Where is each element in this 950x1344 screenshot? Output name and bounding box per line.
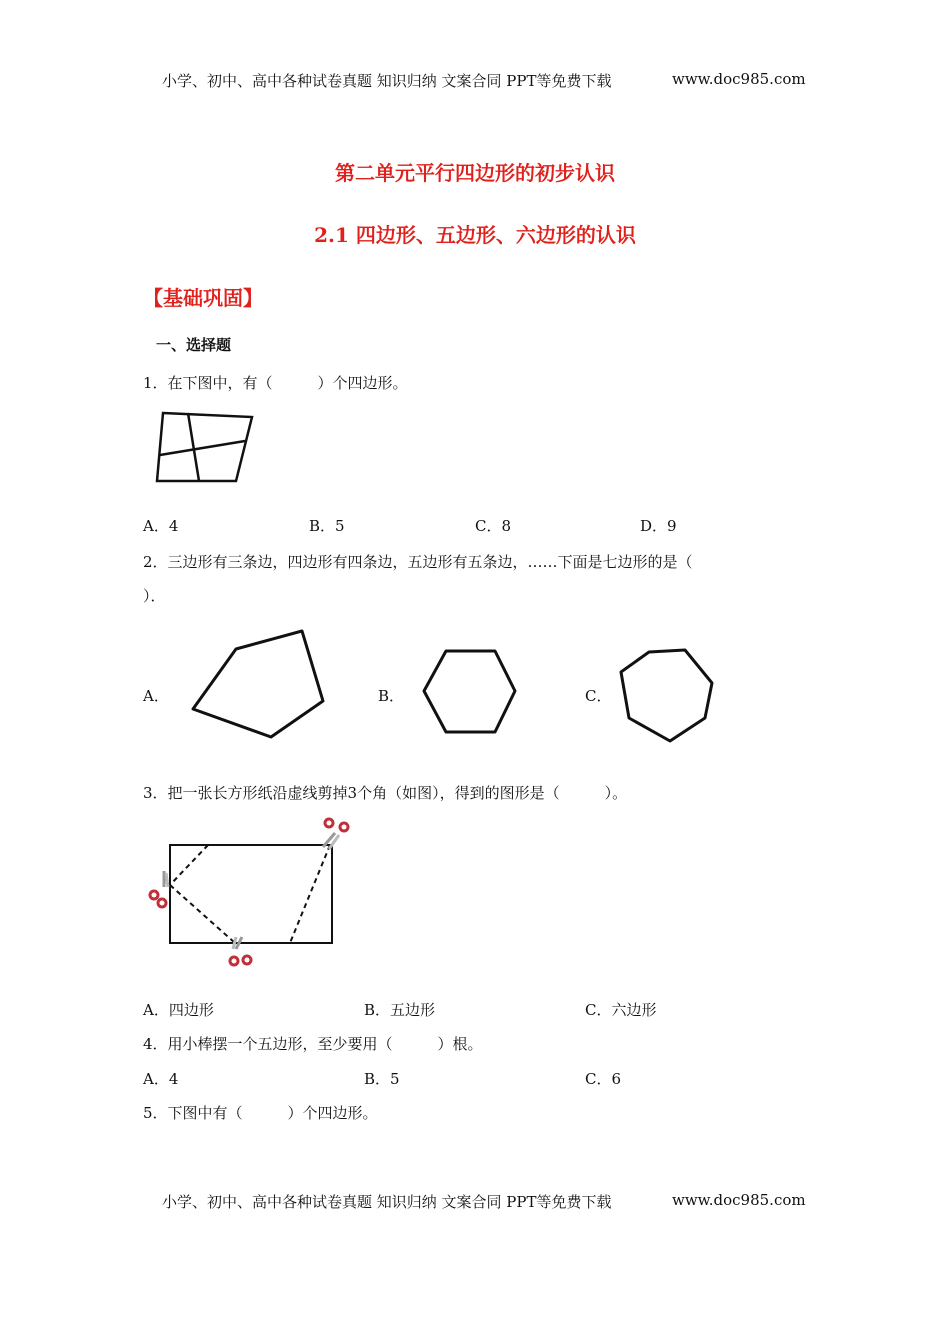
q1-option-b[interactable]: B．5: [309, 517, 345, 535]
question-2-stem: 2．三边形有三条边，四边形有四条边，五边形有五条边，……下面是七边形的是（: [143, 553, 693, 571]
section-heading: 【基础巩固】: [143, 286, 263, 310]
q3-cut-line-1: [170, 845, 208, 885]
question-5-stem: 5．下图中有（ ）个四边形。: [143, 1104, 378, 1122]
q1-option-c[interactable]: C．8: [475, 517, 512, 535]
q2-option-c[interactable]: C．: [585, 687, 612, 705]
q4-option-a[interactable]: A．4: [143, 1070, 179, 1088]
question-1-stem: 1．在下图中，有（ ）个四边形。: [143, 374, 408, 392]
question-2-stem-cont: ）．: [143, 587, 166, 605]
question-3-stem: 3．把一张长方形纸沿虚线剪掉3个角（如图），得到的图形是（ ）。: [143, 784, 628, 802]
scissors-icon: [150, 871, 168, 907]
q3-option-c[interactable]: C．六边形: [585, 1001, 657, 1019]
q1-horizontal-line: [160, 441, 245, 455]
footer-text: 小学、初中、高中各种试卷真题 知识归纳 文案合同 PPT等免费下载: [162, 1193, 612, 1211]
q3-cut-line-3: [290, 845, 330, 943]
scissors-icon: [323, 819, 348, 849]
q3-cut-line-2: [170, 885, 235, 943]
q1-option-d[interactable]: D．9: [640, 517, 677, 535]
q2-option-a[interactable]: A．: [143, 687, 169, 705]
q4-option-b[interactable]: B．5: [364, 1070, 400, 1088]
header-url[interactable]: www.doc985.com: [672, 70, 806, 88]
q3-option-b[interactable]: B．五边形: [364, 1001, 436, 1019]
question-4-stem: 4．用小棒摆一个五边形，至少要用（ ）根。: [143, 1035, 483, 1053]
q4-option-c[interactable]: C．6: [585, 1070, 622, 1088]
question-1-figure: [150, 408, 260, 488]
q2-heptagon-figure: [615, 645, 720, 745]
q1-vertical-line: [188, 413, 199, 481]
footer-url[interactable]: www.doc985.com: [672, 1191, 806, 1209]
page-title: 第二单元平行四边形的初步认识: [335, 161, 615, 185]
header-text: 小学、初中、高中各种试卷真题 知识归纳 文案合同 PPT等免费下载: [162, 72, 612, 90]
q1-option-a[interactable]: A．4: [143, 517, 179, 535]
question-type-heading: 一、选择题: [156, 336, 232, 354]
q3-option-a[interactable]: A．四边形: [143, 1001, 214, 1019]
q2-pentagon-figure: [185, 625, 330, 745]
page-subtitle: 2.1 四边形、五边形、六边形的认识: [314, 223, 636, 247]
question-3-figure: [140, 815, 360, 975]
q2-hexagon-figure: [418, 645, 523, 740]
q2-option-b[interactable]: B．: [378, 687, 405, 705]
